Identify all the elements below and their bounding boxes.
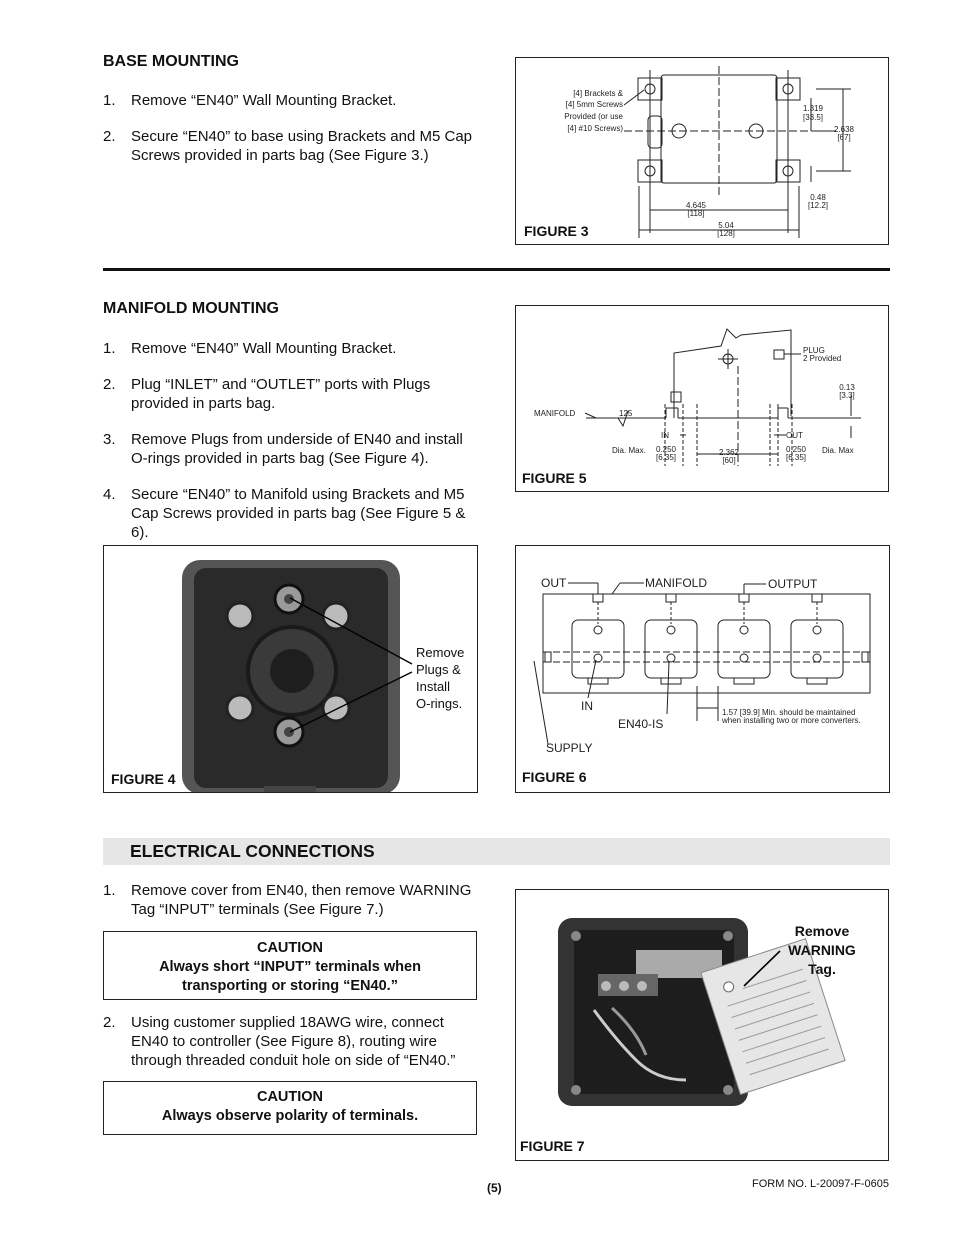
figure-7-callout bbox=[774, 922, 870, 979]
figure-6 bbox=[515, 545, 890, 793]
step-number: 2. bbox=[103, 376, 116, 393]
figure-3-drawing bbox=[516, 58, 888, 244]
step-number: 4. bbox=[103, 486, 116, 503]
figure-4-label: FIGURE 4 bbox=[111, 771, 176, 787]
dimension-label: [128] bbox=[717, 229, 735, 238]
figure-6-label: FIGURE 6 bbox=[522, 769, 587, 785]
dimension-label: [118] bbox=[687, 209, 705, 218]
supply-label: SUPPLY bbox=[546, 741, 593, 755]
dimension-label: 0.250 bbox=[655, 445, 677, 454]
dimension-label: [60] bbox=[722, 456, 736, 465]
manifold-label: MANIFOLD bbox=[534, 409, 576, 418]
electrical-connections-heading: ELECTRICAL CONNECTIONS bbox=[130, 841, 375, 861]
list-item bbox=[103, 430, 483, 468]
dimension-label: 5.04 bbox=[718, 221, 734, 230]
step-text: Remove “EN40” Wall Mounting Bracket. bbox=[131, 92, 397, 109]
callout-line: Remove bbox=[416, 645, 465, 660]
figure-6-drawing bbox=[516, 546, 889, 792]
dimension-label: [3.3] bbox=[839, 391, 855, 400]
step-number: 1. bbox=[103, 882, 116, 899]
figure-3-callout-line: [4] Brackets & bbox=[573, 89, 623, 98]
figure-5-label: FIGURE 5 bbox=[522, 470, 587, 486]
caution-title: CAUTION bbox=[256, 940, 324, 956]
list-item bbox=[103, 91, 483, 110]
step-text: Using customer supplied 18AWG wire, connect EN40 to controller (See Figure 8), routing wire through threaded conduit hole on side of “EN40.” bbox=[131, 1014, 456, 1069]
step-text: Remove cover from EN40, then remove WARNING Tag “INPUT” terminals (See Figure 7.) bbox=[131, 882, 472, 918]
list-item bbox=[103, 339, 483, 358]
callout-line: WARNING bbox=[788, 942, 856, 958]
dimension-label: [67] bbox=[837, 133, 851, 142]
figure-5-drawing bbox=[516, 306, 888, 491]
caution-text: Always short “INPUT” terminals when bbox=[159, 959, 421, 975]
dimension-label: [6.35] bbox=[785, 453, 807, 462]
dimension-label: 0.250 bbox=[785, 445, 807, 454]
list-item bbox=[103, 375, 483, 413]
figure-7 bbox=[515, 889, 889, 1161]
caution-text: transporting or storing “EN40.” bbox=[182, 978, 398, 994]
figure-3-callout-line: [4] 5mm Screws bbox=[565, 100, 623, 109]
figure-3 bbox=[515, 57, 889, 245]
step-number: 3. bbox=[103, 431, 116, 448]
dimension-label: 1.319 bbox=[802, 104, 824, 113]
caution-title: CAUTION bbox=[256, 1089, 324, 1105]
figure-3-callout-line: [4] #10 Screws) bbox=[567, 124, 623, 133]
figure-3-callout-line: Provided (or use bbox=[564, 112, 623, 121]
list-item bbox=[103, 1013, 483, 1070]
electrical-step-2 bbox=[103, 1013, 483, 1087]
list-item bbox=[103, 881, 483, 919]
spacing-note: 1.57 [39.9] Min. should be maintained bbox=[722, 708, 856, 717]
output-label: OUTPUT bbox=[768, 577, 818, 591]
dimension-label: 4.645 bbox=[685, 201, 707, 210]
manifold-mounting-heading: MANIFOLD MOUNTING bbox=[103, 300, 279, 317]
step-number: 1. bbox=[103, 92, 116, 109]
callout-line: Plugs & bbox=[416, 662, 461, 677]
in-label: IN bbox=[581, 699, 593, 713]
dimension-label: 2.638 bbox=[833, 125, 855, 134]
model-label: EN40-IS bbox=[618, 717, 664, 731]
section-divider bbox=[103, 268, 890, 271]
plug-label: PLUG bbox=[803, 346, 825, 355]
dimension-label: 2.362 bbox=[718, 448, 740, 457]
out-label: OUT bbox=[541, 576, 567, 590]
caution-text: Always observe polarity of terminals. bbox=[161, 1108, 419, 1124]
step-number: 2. bbox=[103, 128, 116, 145]
base-mounting-heading: BASE MOUNTING bbox=[103, 53, 239, 70]
diameter-label: Dia. Max bbox=[822, 446, 854, 455]
dimension-label: 0.48 bbox=[810, 193, 826, 202]
dimension-label: [6.35] bbox=[655, 453, 677, 462]
figure-4 bbox=[103, 545, 478, 793]
base-mounting-steps bbox=[103, 91, 483, 182]
diameter-label: Dia. Max. bbox=[612, 446, 646, 455]
step-text: Remove “EN40” Wall Mounting Bracket. bbox=[131, 340, 397, 357]
electrical-step-1 bbox=[103, 881, 483, 936]
dimension-label: [33.5] bbox=[802, 113, 824, 122]
dimension-label: [12.2] bbox=[807, 201, 829, 210]
figure-5 bbox=[515, 305, 889, 492]
callout-line: Remove bbox=[794, 923, 850, 939]
caution-box-polarity bbox=[103, 1081, 477, 1135]
step-number: 1. bbox=[103, 340, 116, 357]
list-item bbox=[103, 127, 483, 165]
callout-line: Tag. bbox=[808, 961, 836, 977]
manifold-label: MANIFOLD bbox=[645, 576, 708, 590]
surface-finish-label: 125 bbox=[619, 409, 633, 418]
out-port-label: OUT bbox=[786, 431, 803, 440]
manifold-mounting-steps bbox=[103, 339, 483, 559]
figure-4-callout bbox=[416, 644, 464, 712]
plug-label: 2 Provided bbox=[803, 354, 842, 363]
callout-line: Install bbox=[416, 679, 450, 694]
form-number: FORM NO. L-20097-F-0605 bbox=[752, 1178, 889, 1190]
figure-3-label: FIGURE 3 bbox=[524, 223, 589, 239]
page-number: (5) bbox=[487, 1181, 502, 1195]
caution-box-short-terminals bbox=[103, 931, 477, 1000]
list-item bbox=[103, 485, 483, 542]
dimension-label: 0.13 bbox=[839, 383, 855, 392]
step-text: Plug “INLET” and “OUTLET” ports with Plugs provided in parts bag. bbox=[131, 376, 431, 412]
step-text: Secure “EN40” to base using Brackets and M5 Cap Screws provided in parts bag (See Figure 3.) bbox=[131, 128, 473, 164]
spacing-note: when installing two or more converters. bbox=[722, 716, 861, 725]
step-text: Remove Plugs from underside of EN40 and install O-rings provided in parts bag (See Figure 4). bbox=[131, 431, 463, 467]
in-port-label: IN bbox=[661, 431, 669, 440]
electrical-connections-banner bbox=[103, 838, 890, 865]
step-text: Secure “EN40” to Manifold using Brackets and M5 Cap Screws provided in parts bag (See Figure 5 & 6). bbox=[131, 486, 466, 541]
callout-line: O-rings. bbox=[416, 696, 463, 711]
figure-7-label: FIGURE 7 bbox=[520, 1138, 585, 1154]
step-number: 2. bbox=[103, 1014, 116, 1031]
